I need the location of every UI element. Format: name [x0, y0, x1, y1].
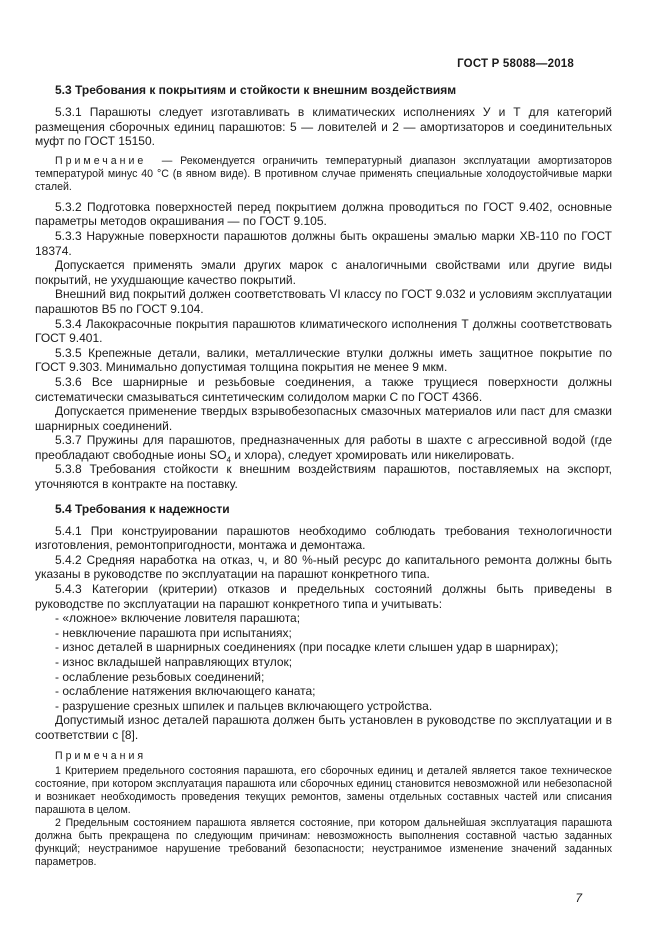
paragraph-5-3-3-allow: Допускается применять эмали других марок с аналогичными свойствами или другие виды покрытий, не ухудшающие качество покрытий. — [35, 258, 612, 287]
so4-subscript: 4 — [226, 455, 231, 465]
list-item-false-engagement: - «ложное» включение ловителя парашюта; — [55, 611, 301, 626]
paragraph-5-3-8: 5.3.8 Требования стойкости к внешним воздействиям парашютов, поставляемых на экспорт, уточняются в контракте на поставку. — [35, 462, 612, 492]
paragraph-5-4-1: 5.4.1 При конструировании парашютов необходимо соблюдать требования технологичности изготовления, ремонтопригодности, монтажа и демонтажа. — [35, 523, 612, 553]
paragraph-5-3-3: 5.3.3 Наружные поверхности парашютов должны быть окрашены эмалью марки ХВ-110 по ГОСТ 18374. — [35, 228, 612, 258]
note-5-3-1 — [35, 155, 612, 194]
paragraph-5-3-7-tail: и хлора), следует хромировать или никелировать. — [230, 447, 515, 462]
list-item-thread-loosening: - ослабление резьбовых соединений; — [55, 669, 265, 684]
paragraph-5-3-6: 5.3.6 Все шарнирные и резьбовые соединения, а также трущиеся поверхности должны систематически смазываться синтетическим солидолом марки С по ГОСТ 4366. — [35, 374, 612, 404]
paragraph-5-3-7 — [35, 433, 612, 465]
note-label: Примечание — [55, 154, 147, 167]
list-item-hinge-wear: - износ деталей в шарнирных соединениях (при посадке клети слышен удар в шарнирах); — [55, 640, 559, 655]
note-item-1: 1 Критерием предельного состояния парашюта, его сборочных единиц и деталей является такое техническое состояние, при котором эксплуатация парашюта или сборочных единиц становится невозможной или небезопасной и возникает необходимость проведения текущих ремонтов, замены отдельных составных частей или списания парашюта в целом. — [35, 764, 612, 816]
section-heading-5-3: 5.3 Требования к покрытиям и стойкости к внешним воздействиям — [55, 83, 457, 97]
paragraph-5-4-3: 5.4.3 Категории (критерии) отказов и предельных состояний должны быть приведены в руководстве по эксплуатации на парашют конкретного типа и учитывать: — [35, 582, 612, 611]
paragraph-5-3-3-appearance: Внешний вид покрытий должен соответствовать VI классу по ГОСТ 9.032 и условиям эксплуатации парашютов В5 по ГОСТ 9.104. — [35, 287, 612, 316]
list-item-pin-destruction: - разрушение срезных шпилек и пальцев включающего устройства. — [55, 698, 433, 713]
paragraph-5-3-1: 5.3.1 Парашюты следует изготавливать в климатических исполнениях У и Т для категорий размещения сборочных единиц парашютов: 5 — ловителей и 2 — амортизаторов и соединительных муфт по ГОСТ 15150. — [35, 105, 612, 149]
paragraph-5-3-7-text: 5.3.7 Пружины для парашютов, предназначенных для работы в шахте с агрессивной водой (где преобладают свободные ионы SO — [35, 433, 612, 462]
paragraph-5-3-6-allow: Допускается применение твердых взрывобезопасных смазочных материалов или паст для смазки шарнирных соединений. — [35, 404, 612, 433]
paragraph-5-3-5: 5.3.5 Крепежные детали, валики, металлические втулки должны иметь защитное покрытие по ГОСТ 9.303. Минимально допустимая толщина покрытия не менее 9 мкм. — [35, 345, 612, 375]
notes-heading: Примечания — [55, 749, 147, 762]
paragraph-5-3-4: 5.3.4 Лакокрасочные покрытия парашютов климатического исполнения Т должны соответствовать ГОСТ 9.401. — [35, 316, 612, 346]
list-item-non-engagement: - невключение парашюта при испытаниях; — [55, 625, 292, 640]
page-content — [35, 58, 612, 905]
paragraph-5-4-2: 5.4.2 Средняя наработка на отказ, ч, и 80 %-ный ресурс до капитального ремонта должны быть указаны в руководстве по эксплуатации на парашют конкретного типа. — [35, 552, 612, 582]
doc-code-header: ГОСТ Р 58088—2018 — [457, 58, 574, 70]
section-heading-5-4: 5.4 Требования к надежности — [55, 501, 230, 516]
spacer — [146, 155, 161, 167]
paragraph-5-4-3-wear: Допустимый износ деталей парашюта должен быть установлен в руководстве по эксплуатации и в соответствии с [8]. — [35, 713, 612, 742]
list-item-rope-tension: - ослабление натяжения включающего каната; — [55, 684, 316, 699]
note-item-2: 2 Предельным состоянием парашюта является состояние, при котором дальнейшая эксплуатация парашюта должна быть прекращена по следующим причинам: невозможность выполнения составной частью заданных функций; неустранимое нарушение требований безопасности; неустранимое изменение значений заданных параметров. — [35, 816, 612, 868]
list-item-bushing-wear: - износ вкладышей направляющих втулок; — [55, 655, 293, 669]
paragraph-5-3-2: 5.3.2 Подготовка поверхностей перед покрытием должна проводиться по ГОСТ 9.402, основные параметры методов окрашивания — по ГОСТ 9.105. — [35, 199, 612, 229]
page-number: 7 — [575, 890, 582, 905]
note-text: — Рекомендуется ограничить температурный диапазон эксплуатации амортизаторов температурой минус 40 °С (в явном виде). В противном случае применять специальные холодоустойчивые марки сталей. — [35, 154, 612, 193]
